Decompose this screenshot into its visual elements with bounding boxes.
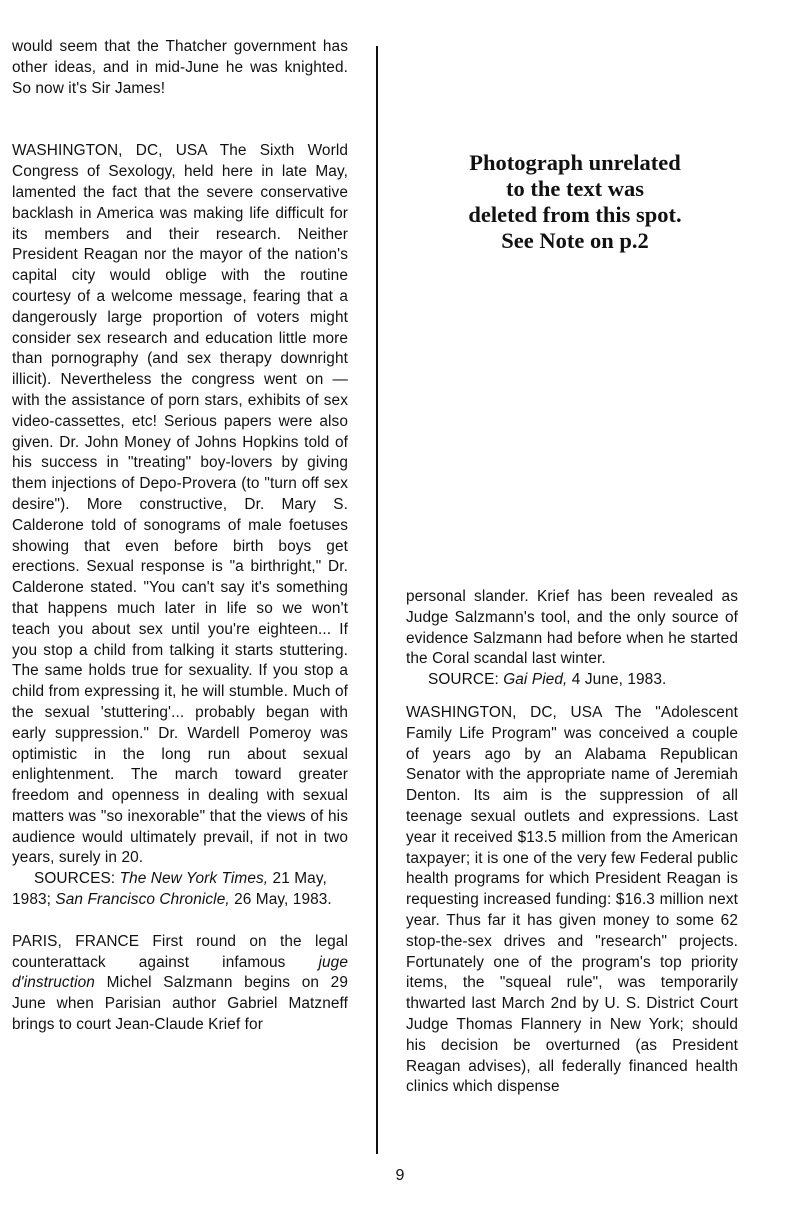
- photo-note-line-4: See Note on p.2: [501, 228, 649, 253]
- paris-lead-text: PARIS, FRANCE First round on the legal counterattack against infamous: [12, 932, 348, 971]
- photo-note-line-3: deleted from this spot.: [468, 202, 682, 227]
- paris-rest-text: Michel Salzmann begins on 29 June when Parisian author Gabriel Matzneff brings to court Jean-Claude Krief for: [12, 974, 348, 1034]
- paragraph-sir-james: would seem that the Thatcher government has other ideas, and in mid-June he was knighted. So now it's Sir James!: [12, 38, 348, 97]
- source-citation: [406, 670, 738, 691]
- page-number: 9: [395, 1167, 405, 1184]
- source-nyt-date: 21 May, 1983;: [12, 870, 327, 909]
- paris-italic-term: juge d'instruction: [12, 953, 348, 992]
- source-gai-pied-date: 4 June, 1983.: [567, 671, 667, 689]
- left-column: [12, 37, 348, 1036]
- photo-removed-note: [410, 150, 740, 254]
- source-gai-pied-title: Gai Pied,: [503, 671, 568, 689]
- paragraph-paris-salzmann: [12, 932, 348, 1036]
- right-column: [406, 587, 738, 1098]
- source-label: SOURCE:: [428, 671, 504, 689]
- sources-citation: [12, 869, 348, 911]
- column-divider: [376, 46, 378, 1154]
- source-sfchronicle-date: 26 May, 1983.: [229, 891, 332, 909]
- paragraph-krief-slander: personal slander. Krief has been revealed as Judge Salzmann's tool, and the only source of evidence Salzmann had before when he started the Coral scandal last winter.: [406, 588, 738, 668]
- photo-note-line-2: to the text was: [505, 176, 645, 201]
- paragraph-adolescent-program: WASHINGTON, DC, USA The "Adolescent Family Life Program" was conceived a couple of years ago by an Alabama Republican Senator with the appropriate name of Jeremiah Denton. Its aim is the suppression of all teenage sexual outlets and expressions. Last year it received $13.5 million from the American taxpayer; it is one of the very few Federal public health programs for which President Reagan is requesting increased funding: $16.3 million next year. Thus far it has given money to some 62 stop-the-sex drives and "research" projects. Fortunately one of the program's top priority items, the "squeal rule", was temporarily thwarted last March 2nd by U. S. District Court Judge Thomas Flannery in New York; should his decision be overturned (as President Reagan advises), all federally financed health clinics which dispense: [406, 703, 738, 1096]
- paragraph-sexology-congress: WASHINGTON, DC, USA The Sixth World Congress of Sexology, held here in late May, lamented the fact that the severe conservative backlash in America was making life difficult for its members and their research. Neither President Reagan nor the mayor of the nation's capital city would oblige with the routine courtesy of a welcome message, fearing that a dangerously large proportion of voters might consider sex research and education little more than pornography (and sex therapy downright illicit). Nevertheless the congress went on — with the assistance of porn stars, exhibits of sex video-cassettes, etc! Serious papers were also given. Dr. John Money of Johns Hopkins told of his success in "treating" boy-lovers by giving them injections of Depo-Provera (to "turn off sex desire"). More constructive, Dr. Mary S. Calderone told of sonograms of male foetuses showing that even before birth boys get erections. Sexual response is "a birthright," Dr. Calderone stated. "You can't say it's something that happens much later in life so we won't teach you about sex until you're eighteen... If you stop a child from talking it starts stuttering. The same holds true for sexuality. If you stop a child from expressing it, he will stumble. Much of the sexual 'stuttering'... probably began with early suppression." Dr. Wardell Pomeroy was optimistic in the long run about sexual enlightenment. The march toward greater freedom and openness in dealing with sexual matters was "so inexorable" that the views of his audience would ultimately prevail, if not in two years, surely in 20.: [12, 142, 348, 867]
- sources-label: SOURCES:: [34, 870, 120, 888]
- source-sfchronicle-title: San Francisco Chronicle,: [55, 891, 230, 909]
- source-nyt-title: The New York Times,: [119, 870, 269, 888]
- photo-note-line-1: Photograph unrelated: [469, 150, 681, 175]
